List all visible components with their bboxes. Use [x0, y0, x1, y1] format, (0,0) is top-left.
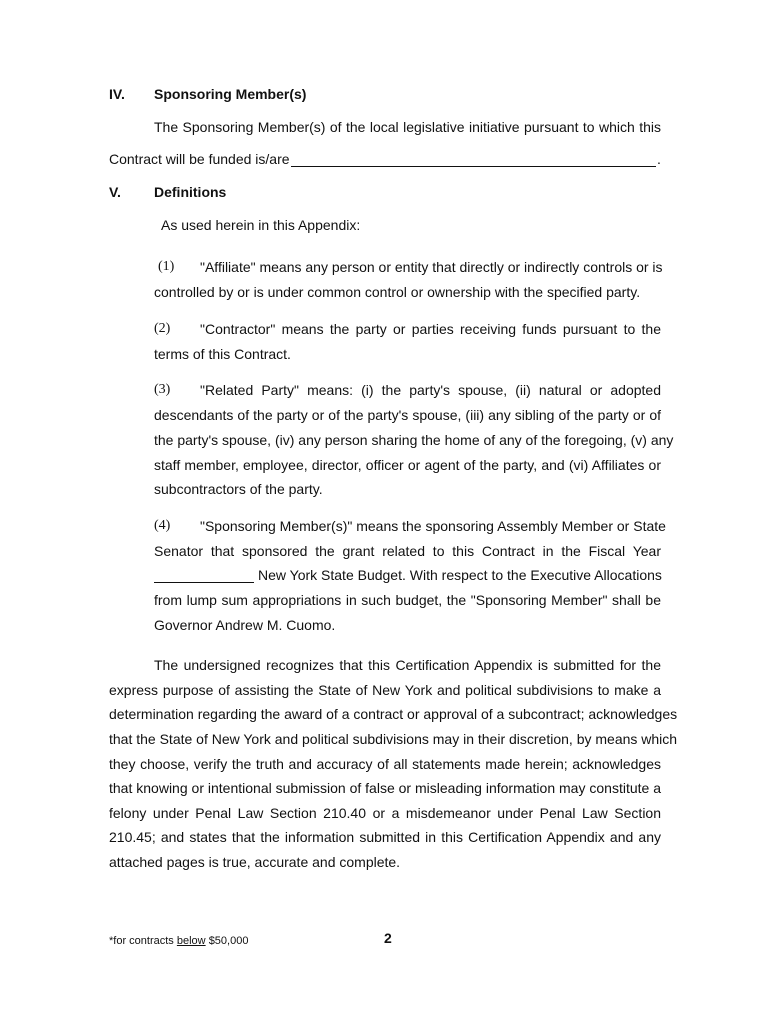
definition-4-line-1: "Sponsoring Member(s)" means the sponsoring Assembly Member or State [200, 518, 666, 534]
certification-line-9: attached pages is true, accurate and complete. [109, 854, 401, 870]
definition-2-line-2: terms of this Contract. [154, 346, 291, 362]
footer-note-amount: $50,000 [208, 935, 249, 947]
certification-line-3: determination regarding the award of a contract or approval of a subcontract; acknowledges [109, 706, 678, 722]
sponsoring-member-blank[interactable] [291, 166, 656, 167]
certification-line-6: that knowing or intentional submission of false or misleading information may constitute a [109, 780, 661, 796]
certification-line-8: 210.45; and states that the information submitted in this Certification Appendix and any [109, 829, 661, 845]
definition-3-number: (3) [154, 382, 171, 397]
definitions-intro: As used herein in this Appendix: [161, 217, 361, 233]
definition-4-line-3: New York State Budget. With respect to the Executive Allocations [258, 567, 662, 583]
section-iv-para-line-1: The Sponsoring Member(s) of the local legislative initiative pursuant to which this [154, 119, 661, 135]
definition-3-line-1: "Related Party" means: (i) the party's spouse, (ii) natural or adopted [200, 382, 661, 398]
section-iv-number: IV. [109, 86, 125, 102]
definition-1-line-1: "Affiliate" means any person or entity that directly or indirectly controls or is [200, 259, 663, 275]
certification-line-1: The undersigned recognizes that this Certification Appendix is submitted for the [154, 657, 661, 673]
definition-2-number: (2) [154, 321, 171, 336]
footer-note [109, 935, 248, 947]
certification-line-5: they choose, verify the truth and accuracy of all statements made herein; acknowledges [109, 756, 661, 772]
section-v-title: Definitions [154, 184, 227, 200]
footer-note-underlined: below [176, 935, 206, 947]
definition-4-line-5: Governor Andrew M. Cuomo. [154, 617, 336, 633]
definition-1-line-2: controlled by or is under common control or ownership with the specified party. [154, 284, 641, 300]
definition-3-line-2: descendants of the party or of the party's spouse, (iii) any sibling of the party or of [154, 407, 661, 423]
definition-4-line-2: Senator that sponsored the grant related to this Contract in the Fiscal Year [154, 543, 661, 559]
footer-note-prefix: *for contracts [109, 935, 174, 947]
definition-3-line-3: the party's spouse, (iv) any person sharing the home of any of the foregoing, (v) any [154, 432, 674, 448]
definition-1-number: (1) [158, 259, 175, 274]
certification-line-4: that the State of New York and political subdivisions may in their discretion, by means which [109, 731, 678, 747]
definition-4-number: (4) [154, 518, 171, 533]
definition-3-line-5: subcontractors of the party. [154, 481, 323, 497]
definition-3-line-4: staff member, employee, director, officer or agent of the party, and (vi) Affiliates or [154, 457, 661, 473]
certification-line-2: express purpose of assisting the State of New York and political subdivisions to make a [109, 682, 661, 698]
definition-4-line-4: from lump sum appropriations in such budget, the "Sponsoring Member" shall be [154, 592, 661, 608]
certification-line-7: felony under Penal Law Section 210.40 or a misdemeanor under Penal Law Section [109, 805, 661, 821]
page-number: 2 [384, 930, 392, 946]
definition-2-line-1: "Contractor" means the party or parties receiving funds pursuant to the [200, 321, 661, 337]
section-iv-title: Sponsoring Member(s) [154, 86, 307, 102]
fiscal-year-blank[interactable] [154, 582, 254, 583]
section-iv-para-line-2: Contract will be funded is/are [109, 151, 290, 167]
section-v-number: V. [109, 184, 121, 200]
section-iv-para-end: . [657, 151, 661, 167]
